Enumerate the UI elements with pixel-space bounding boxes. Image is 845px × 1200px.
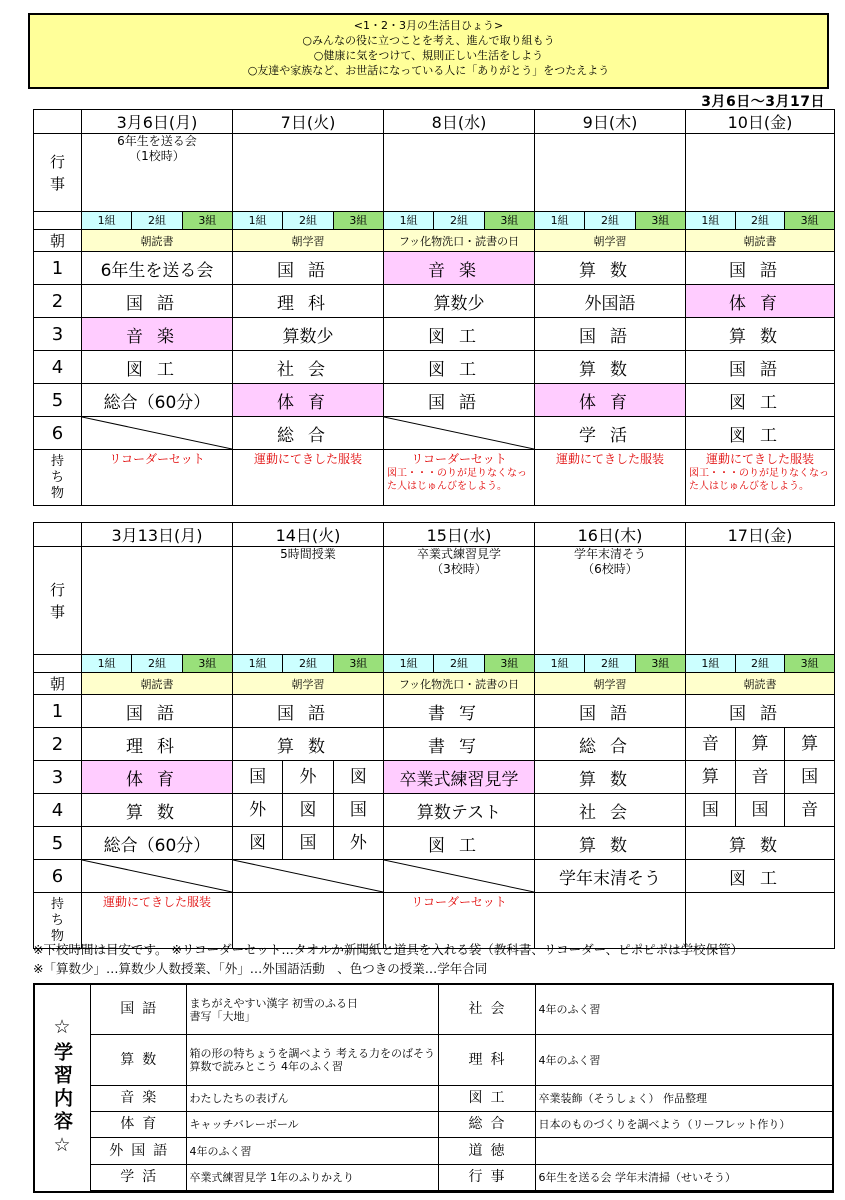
class-3: 3組: [333, 655, 383, 672]
lesson-cell: 総合（60分）: [82, 384, 233, 417]
lesson-cell: 図工: [686, 384, 835, 417]
goal-line: ○健康に気をつけて、規則正しい生活をしよう: [313, 49, 544, 62]
kumi-side: [34, 655, 82, 673]
week2-schedule: [33, 522, 835, 949]
period-number: 4: [34, 794, 82, 827]
week1-schedule: [33, 109, 835, 506]
study-row: [91, 1035, 832, 1086]
lesson-cell: 総合: [535, 728, 686, 761]
lesson-split-cell: [233, 827, 384, 860]
period-number: 1: [34, 252, 82, 285]
period-number: 5: [34, 827, 82, 860]
lesson-cell: 算数: [535, 252, 686, 285]
lesson-cell: 国語: [233, 695, 384, 728]
period-number: 2: [34, 728, 82, 761]
event-cell: 5時間授業: [233, 547, 384, 655]
study-content: わたしたちの表げん: [186, 1085, 438, 1111]
day-header: 15日(水): [384, 523, 535, 547]
study-subject: 総合: [438, 1112, 535, 1138]
lesson-cell: 図工: [82, 351, 233, 384]
morning-activity: 朝読書: [686, 673, 835, 695]
class-2: 2組: [584, 655, 634, 672]
kumi-side: [34, 212, 82, 230]
goals-title: <1・2・3月の生活目ひょう>: [353, 19, 504, 32]
class-2: 2組: [131, 212, 181, 229]
lesson-cell: 国語: [535, 318, 686, 351]
goal-line: ○友達や家族など、お世話になっている人に「ありがとう」をつたえよう: [247, 64, 610, 77]
study-subject: 道徳: [438, 1138, 535, 1164]
study-label-text: ☆学習内容☆: [51, 1016, 73, 1160]
class-2: 2組: [282, 655, 332, 672]
study-subject: 体育: [91, 1112, 186, 1138]
lesson-split-cell: [686, 761, 835, 794]
class-row: [384, 212, 535, 230]
class-row: [233, 212, 384, 230]
day-header: 7日(火): [233, 110, 384, 134]
class-3: 3組: [182, 212, 232, 229]
lesson-cell: 図工: [384, 827, 535, 860]
lesson-cell: 音楽: [82, 318, 233, 351]
class-2: 2組: [735, 212, 785, 229]
study-subject: 行事: [438, 1164, 535, 1190]
class-lesson: 算: [735, 728, 785, 760]
event-cell: [535, 134, 686, 212]
event-cell: [82, 547, 233, 655]
study-table: [91, 985, 833, 1191]
lesson-cell: 算数テスト: [384, 794, 535, 827]
footnote: ※「算数少」…算数少人数授業、「外」…外国語活動 、色つきの授業…学年合同: [33, 961, 488, 976]
study-row: [91, 985, 832, 1035]
lesson-cell: 体育: [82, 761, 233, 794]
class-row: [82, 212, 233, 230]
event-cell: [686, 134, 835, 212]
study-content: 卒業式練習見学 1年のふりかえり: [186, 1164, 438, 1190]
study-content: 日本のものづくりを調べよう（リーフレット作り）: [535, 1112, 832, 1138]
lesson-cell: 体育: [535, 384, 686, 417]
lesson-cell: 図工: [384, 318, 535, 351]
event-cell: 学年末清そう （6校時）: [535, 547, 686, 655]
class-lesson: 外: [333, 827, 383, 859]
lesson-cell: 総合: [233, 417, 384, 450]
class-3: 3組: [333, 212, 383, 229]
study-subject: 図工: [438, 1085, 535, 1111]
class-1: 1組: [384, 212, 433, 229]
event-cell: [233, 134, 384, 212]
period-number: 6: [34, 417, 82, 450]
study-content: 6年生を送る会 学年末清掃（せいそう）: [535, 1164, 832, 1190]
lesson-cell: 国語: [82, 695, 233, 728]
lesson-cell: 国語: [82, 285, 233, 318]
class-lesson: 算: [701, 767, 719, 787]
study-subject: 算数: [91, 1035, 186, 1086]
lesson-cell: 卒業式練習見学: [384, 761, 535, 794]
study-content: キャッチバレーボール: [186, 1112, 438, 1138]
class-1: 1組: [535, 212, 584, 229]
period-number: 6: [34, 860, 82, 893]
study-contents: [33, 983, 834, 1193]
event-cell: 卒業式練習見学 （3校時）: [384, 547, 535, 655]
lesson-cell: 総合（60分）: [82, 827, 233, 860]
lesson-cell: 国語: [233, 252, 384, 285]
day-header: 3月6日(月): [82, 110, 233, 134]
class-3: 3組: [182, 655, 232, 672]
morning-activity: 朝学習: [535, 673, 686, 695]
belongings-text: リコーダーセット: [411, 895, 507, 909]
class-2: 2組: [131, 655, 181, 672]
study-subject: 国語: [91, 985, 186, 1035]
belongings-text: リコーダーセット: [109, 452, 205, 466]
study-label: [35, 985, 91, 1191]
study-subject: 社会: [438, 985, 535, 1035]
class-row: [233, 655, 384, 673]
event-cell: [686, 547, 835, 655]
study-row: [91, 1138, 832, 1164]
day-header: 3月13日(月): [82, 523, 233, 547]
footnotes: [33, 940, 743, 978]
lesson-split-cell: [686, 794, 835, 827]
belongings-text: 運動にてきした服装: [253, 452, 362, 466]
class-lesson: 国: [249, 767, 267, 787]
lesson-cell: 算数: [686, 827, 835, 860]
class-3: 3組: [484, 212, 534, 229]
life-goals-box: [28, 13, 829, 89]
day-header: 8日(水): [384, 110, 535, 134]
morning-activity: 朝学習: [233, 673, 384, 695]
study-content: [535, 1138, 832, 1164]
lesson-cell: 社会: [233, 351, 384, 384]
lesson-split-cell: [686, 728, 835, 761]
period-number: 4: [34, 351, 82, 384]
class-1: 1組: [686, 655, 735, 672]
morning-activity: 朝読書: [82, 230, 233, 252]
empty-lesson-slash: [82, 417, 233, 450]
class-1: 1組: [686, 212, 735, 229]
mochi-label: 持 ち 物: [34, 450, 82, 506]
period-number: 3: [34, 318, 82, 351]
lesson-cell: 算数: [686, 318, 835, 351]
study-subject: 学活: [91, 1164, 186, 1190]
belongings-text: 運動にてきした服装: [102, 895, 211, 909]
class-lesson: 外: [249, 800, 267, 820]
belongings-cell: [82, 450, 233, 506]
empty-lesson-slash: [82, 860, 233, 893]
corner-cell: [34, 523, 82, 547]
class-lesson: 音: [701, 734, 719, 754]
class-row: [384, 655, 535, 673]
empty-lesson-slash: [233, 860, 384, 893]
lesson-cell: 算数: [535, 761, 686, 794]
study-content: 箱の形の特ちょうを調べよう 考える力をのばそう 算数で読みとこう 4年のふく習: [186, 1035, 438, 1086]
class-lesson: 図: [249, 833, 267, 853]
corner-cell: [34, 110, 82, 134]
period-number: 1: [34, 695, 82, 728]
lesson-cell: 国語: [686, 695, 835, 728]
class-lesson: 国: [701, 800, 719, 820]
lesson-cell: 算数: [535, 351, 686, 384]
class-lesson: 図: [333, 761, 383, 793]
belongings-cell: [686, 450, 835, 506]
asa-label: 朝: [34, 230, 82, 252]
period-number: 5: [34, 384, 82, 417]
lesson-cell: 体育: [233, 384, 384, 417]
class-lesson: 国: [784, 761, 834, 793]
study-content: 4年のふく習: [535, 985, 832, 1035]
class-3: 3組: [784, 655, 834, 672]
study-content: 卒業装飾（そうしょく） 作品整理: [535, 1085, 832, 1111]
class-1: 1組: [82, 212, 131, 229]
class-row: [82, 655, 233, 673]
class-lesson: 外: [282, 761, 332, 793]
study-subject: 音楽: [91, 1085, 186, 1111]
class-1: 1組: [233, 212, 282, 229]
class-row: [535, 212, 686, 230]
lesson-cell: 書写: [384, 695, 535, 728]
period-number: 3: [34, 761, 82, 794]
day-header: 16日(木): [535, 523, 686, 547]
belongings-text: リコーダーセット: [411, 452, 507, 466]
date-range: 3月6日～3月17日: [701, 94, 825, 110]
lesson-cell: 算数: [233, 728, 384, 761]
lesson-cell: 社会: [535, 794, 686, 827]
class-lesson: 国: [735, 794, 785, 826]
belongings-text: 運動にてきした服装: [555, 452, 664, 466]
empty-lesson-slash: [384, 417, 535, 450]
belongings-cell: [384, 450, 535, 506]
lesson-cell: 算数少: [233, 318, 384, 351]
study-content: 4年のふく習: [186, 1138, 438, 1164]
study-row: [91, 1085, 832, 1111]
belongings-cell: [233, 450, 384, 506]
class-row: [535, 655, 686, 673]
class-1: 1組: [384, 655, 433, 672]
event-cell: [384, 134, 535, 212]
lesson-cell: 理科: [233, 285, 384, 318]
lesson-cell: 国語: [686, 252, 835, 285]
lesson-cell: 理科: [82, 728, 233, 761]
lesson-cell: 学活: [535, 417, 686, 450]
mochi-label: 持 ち 物: [34, 893, 82, 949]
period-number: 2: [34, 285, 82, 318]
morning-activity: フッ化物洗口・読書の日: [384, 673, 535, 695]
asa-label: 朝: [34, 673, 82, 695]
class-lesson: 国: [282, 827, 332, 859]
class-lesson: 国: [333, 794, 383, 826]
empty-lesson-slash: [384, 860, 535, 893]
class-lesson: 音: [784, 794, 834, 826]
event-label: 行 事: [34, 547, 82, 655]
lesson-split-cell: [233, 794, 384, 827]
day-header: 17日(金): [686, 523, 835, 547]
morning-activity: 朝読書: [686, 230, 835, 252]
morning-activity: 朝学習: [233, 230, 384, 252]
belongings-note: 図工・・・のりが足りなくなった人はじゅんびをしよう。: [689, 468, 829, 492]
footnote: ※下校時間は目安です。 ※リコーダーセット…タオルか新聞紙と道具を入れる袋（教科書、リコーダー、ピポピポは学校保管）: [33, 942, 744, 957]
lesson-cell: 国語: [686, 351, 835, 384]
lesson-cell: 算数: [82, 794, 233, 827]
day-header: 14日(火): [233, 523, 384, 547]
belongings-cell: [535, 450, 686, 506]
class-2: 2組: [584, 212, 634, 229]
class-row: [686, 212, 835, 230]
class-3: 3組: [635, 655, 685, 672]
goal-line: ○みんなの役に立つことを考え、進んで取り組もう: [302, 34, 555, 47]
lesson-cell: 6年生を送る会: [82, 252, 233, 285]
event-cell: 6年生を送る会 （1校時）: [82, 134, 233, 212]
lesson-cell: 図工: [686, 417, 835, 450]
class-lesson: 図: [282, 794, 332, 826]
event-label: 行 事: [34, 134, 82, 212]
class-2: 2組: [433, 212, 483, 229]
morning-activity: フッ化物洗口・読書の日: [384, 230, 535, 252]
study-subject: 理科: [438, 1035, 535, 1086]
class-lesson: 音: [735, 761, 785, 793]
lesson-cell: 体育: [686, 285, 835, 318]
belongings-text: 運動にてきした服装: [705, 452, 814, 466]
class-1: 1組: [82, 655, 131, 672]
study-content: まちがえやすい漢字 初雪のふる日 書写「大地」: [186, 985, 438, 1035]
study-row: [91, 1112, 832, 1138]
lesson-split-cell: [233, 761, 384, 794]
class-2: 2組: [735, 655, 785, 672]
lesson-cell: 国語: [535, 695, 686, 728]
lesson-cell: 音楽: [384, 252, 535, 285]
class-3: 3組: [784, 212, 834, 229]
study-subject: 外国語: [91, 1138, 186, 1164]
lesson-cell: 図工: [384, 351, 535, 384]
class-lesson: 算: [784, 728, 834, 760]
class-3: 3組: [635, 212, 685, 229]
class-1: 1組: [535, 655, 584, 672]
lesson-cell: 図工: [686, 860, 835, 893]
class-2: 2組: [433, 655, 483, 672]
day-header: 10日(金): [686, 110, 835, 134]
class-2: 2組: [282, 212, 332, 229]
study-row: [91, 1164, 832, 1190]
morning-activity: 朝読書: [82, 673, 233, 695]
lesson-cell: 算数少: [384, 285, 535, 318]
class-row: [686, 655, 835, 673]
lesson-cell: 外国語: [535, 285, 686, 318]
class-1: 1組: [233, 655, 282, 672]
morning-activity: 朝学習: [535, 230, 686, 252]
lesson-cell: 学年末清そう: [535, 860, 686, 893]
lesson-cell: 書写: [384, 728, 535, 761]
lesson-cell: 算数: [535, 827, 686, 860]
study-content: 4年のふく習: [535, 1035, 832, 1086]
day-header: 9日(木): [535, 110, 686, 134]
belongings-note: 図工・・・のりが足りなくなった人はじゅんびをしよう。: [387, 468, 527, 492]
class-3: 3組: [484, 655, 534, 672]
lesson-cell: 国語: [384, 384, 535, 417]
